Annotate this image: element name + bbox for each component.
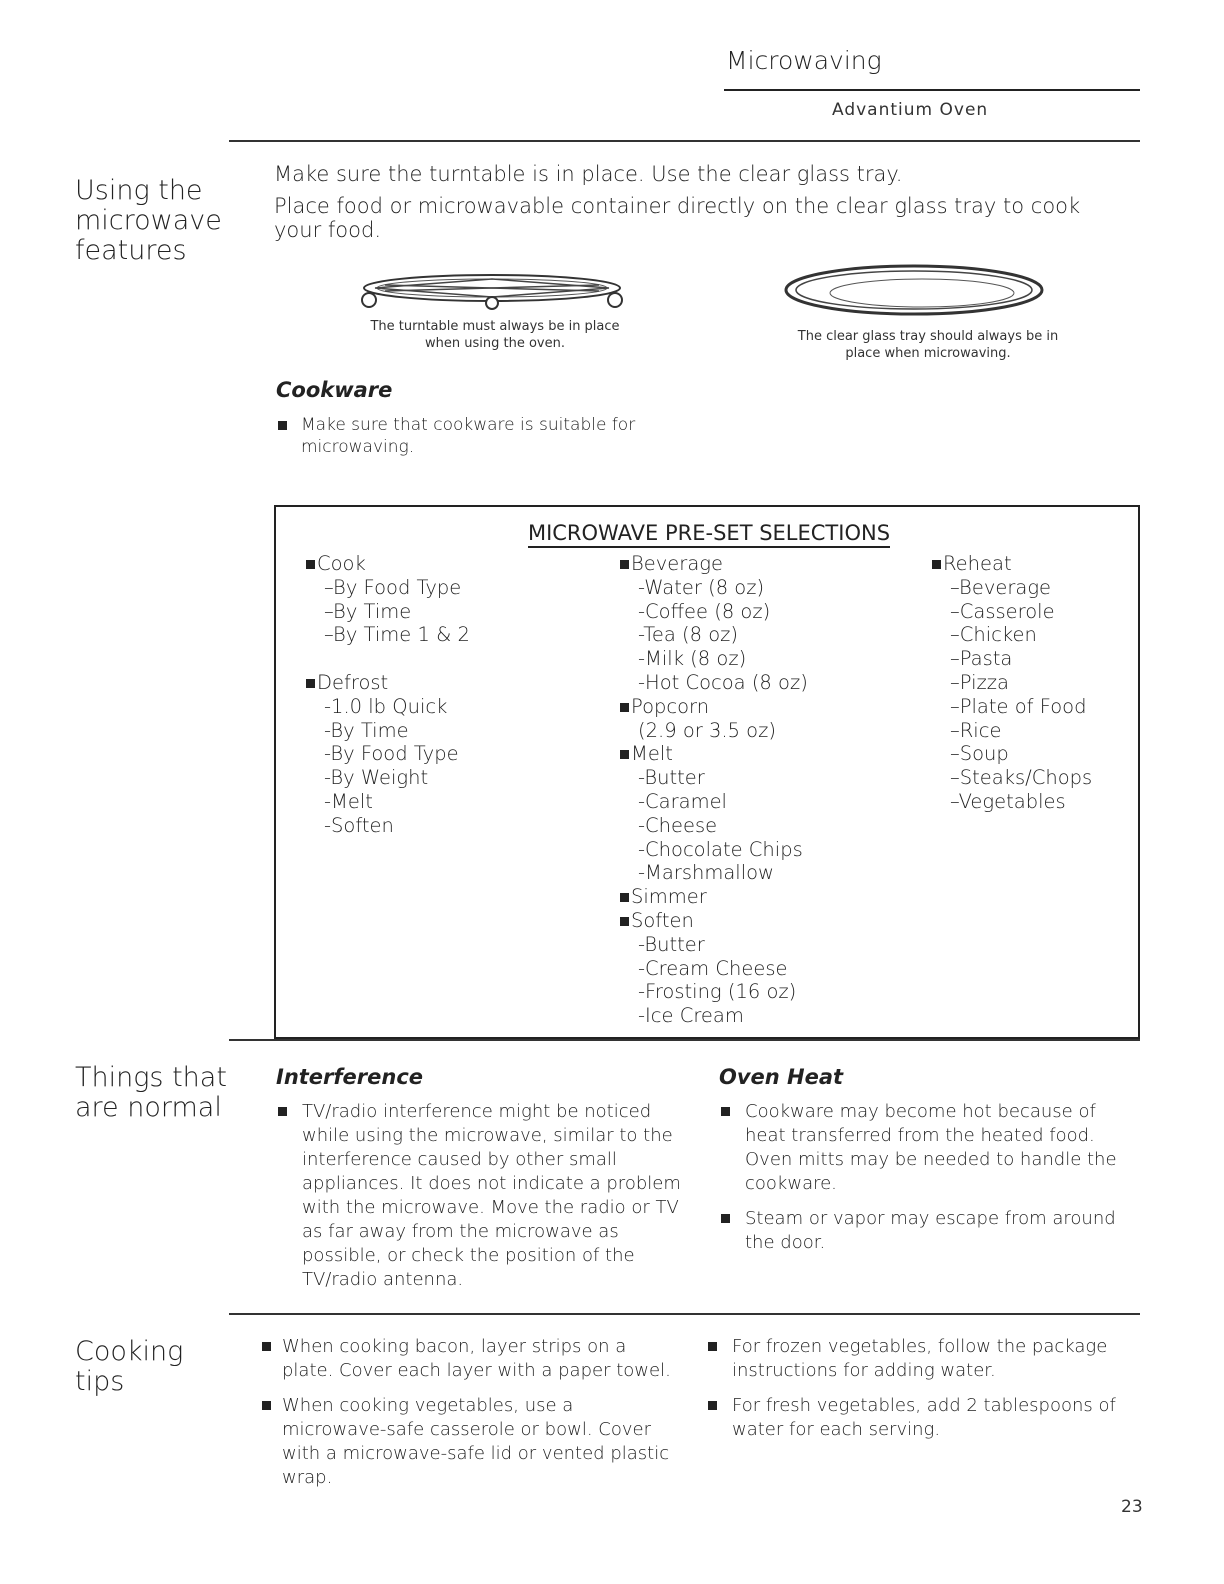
turntable-caption: The turntable must always be in place when using the oven. [370, 319, 620, 351]
page-header-title: Microwaving [726, 46, 882, 75]
bullet-square-icon [620, 750, 629, 759]
section-title-cooking-tips: Cooking tips [75, 1336, 184, 1397]
preset-option [306, 647, 470, 671]
preset-column-beverage-melt-soften [620, 552, 808, 1028]
preset-category: Beverage [620, 552, 808, 576]
preset-option: –Steaks/Chops [950, 766, 1093, 790]
preset-column-reheat [932, 552, 1092, 814]
preset-option: –By Food Type [324, 575, 462, 599]
preset-selections-box [274, 505, 1140, 1039]
preset-option: -Milk (8 oz) [638, 647, 747, 671]
cooking-tip: For fresh vegetables, add 2 tablespoons of water for each serving. [708, 1394, 1128, 1442]
cookware-bullet: Make sure that cookware is suitable for microwaving. [278, 414, 638, 458]
preset-option: -Cream Cheese [638, 956, 788, 980]
bullet-square-icon [708, 1401, 717, 1410]
bullet-square-icon [262, 1342, 271, 1351]
interference-heading: Interference [276, 1065, 424, 1089]
bullet-square-icon [620, 917, 629, 926]
bullet-square-icon [620, 893, 629, 902]
preset-option: –Rice [950, 718, 1002, 742]
preset-option: –Chicken [950, 623, 1037, 647]
preset-option: -Caramel [638, 789, 727, 813]
cooking-tip: When cooking bacon, layer strips on a plate. Cover each layer with a paper towel. [262, 1335, 682, 1383]
bullet-square-icon [620, 560, 629, 569]
preset-option: -Water (8 oz) [638, 575, 765, 599]
oven-heat-bullet: Steam or vapor may escape from around the door. [721, 1207, 1121, 1255]
preset-selections-title: MICROWAVE PRE-SET SELECTIONS [276, 521, 1142, 545]
preset-category: Popcorn [620, 695, 808, 719]
section-title-microwave-features: Using the microwave features [75, 175, 222, 266]
page-header-subtitle: Advantium Oven [832, 100, 989, 120]
bullet-square-icon [932, 560, 941, 569]
preset-option: -1.0 lb Quick [324, 694, 448, 718]
preset-category: Soften [620, 909, 808, 933]
preset-category: Reheat [932, 552, 1092, 576]
preset-option: –Soup [950, 742, 1009, 766]
preset-option: –Plate of Food [950, 694, 1087, 718]
preset-category: Cook [306, 552, 470, 576]
preset-option: -Butter [638, 766, 705, 790]
preset-option: -By Food Type [324, 742, 459, 766]
section-divider [229, 1313, 1140, 1315]
cooking-tip: When cooking vegetables, use a microwave-safe casserole or bowl. Cover with a microwave-safe lid or vented plastic wrap. [262, 1394, 682, 1490]
preset-category: Melt [620, 742, 808, 766]
preset-option: –Casserole [950, 599, 1055, 623]
section-title-things-normal: Things that are normal [75, 1062, 227, 1123]
preset-option: –By Time 1 & 2 [324, 623, 470, 647]
turntable-instruction: Make sure the turntable is in place. Use the clear glass tray. [274, 162, 903, 186]
preset-option: -Soften [324, 813, 394, 837]
oven-heat-heading: Oven Heat [719, 1065, 844, 1089]
preset-option: -By Time [324, 718, 409, 742]
preset-option: -Chocolate Chips [638, 837, 803, 861]
preset-column-cook-defrost [306, 552, 470, 838]
preset-option: (2.9 or 3.5 oz) [638, 718, 776, 742]
cookware-heading: Cookware [276, 378, 393, 402]
page-number: 23 [1121, 1497, 1143, 1517]
preset-option: -Marshmallow [638, 861, 775, 885]
glass-tray-illustration [782, 262, 1046, 318]
bullet-square-icon [278, 1107, 287, 1116]
section-divider [229, 140, 1140, 142]
cooking-tip: For frozen vegetables, follow the package instructions for adding water. [708, 1335, 1128, 1383]
preset-option: -Ice Cream [638, 1004, 744, 1028]
turntable-illustration [355, 265, 630, 315]
preset-option: -Tea (8 oz) [638, 623, 738, 647]
preset-option: –Beverage [950, 575, 1052, 599]
preset-option: –Pasta [950, 647, 1013, 671]
preset-option: -Butter [638, 932, 705, 956]
preset-option: -By Weight [324, 766, 429, 790]
interference-bullet: TV/radio interference might be noticed while using the microwave, similar to the interference caused by other small appliances. It does not indicate a problem with the microwave. Move the radio or TV as far away from the microwave as possible, or check the position of the TV/radio antenna. [278, 1100, 698, 1292]
preset-option: –Vegetables [950, 789, 1066, 813]
bullet-square-icon [708, 1342, 717, 1351]
glass-tray-caption: The clear glass tray should always be in place when microwaving. [797, 329, 1059, 361]
header-rule [724, 89, 1140, 91]
preset-category: Defrost [306, 671, 470, 695]
bullet-square-icon [721, 1107, 730, 1116]
bullet-square-icon [306, 679, 315, 688]
bullet-square-icon [620, 703, 629, 712]
preset-option: -Melt [324, 789, 373, 813]
preset-category: Simmer [620, 885, 808, 909]
section-divider [229, 1039, 1140, 1041]
preset-option: –Pizza [950, 670, 1009, 694]
preset-option: –By Time [324, 599, 412, 623]
preset-option: -Frosting (16 oz) [638, 980, 797, 1004]
bullet-square-icon [721, 1214, 730, 1223]
bullet-square-icon [306, 560, 315, 569]
oven-heat-bullet: Cookware may become hot because of heat transferred from the heated food. Oven mitts may be needed to handle the cookware. [721, 1100, 1121, 1196]
bullet-square-icon [278, 421, 287, 430]
preset-option: -Coffee (8 oz) [638, 599, 771, 623]
preset-option: -Hot Cocoa (8 oz) [638, 670, 808, 694]
bullet-square-icon [262, 1401, 271, 1410]
glass-tray-instruction: Place food or microwavable container directly on the clear glass tray to cook your food. [274, 194, 1081, 242]
preset-option: -Cheese [638, 813, 718, 837]
